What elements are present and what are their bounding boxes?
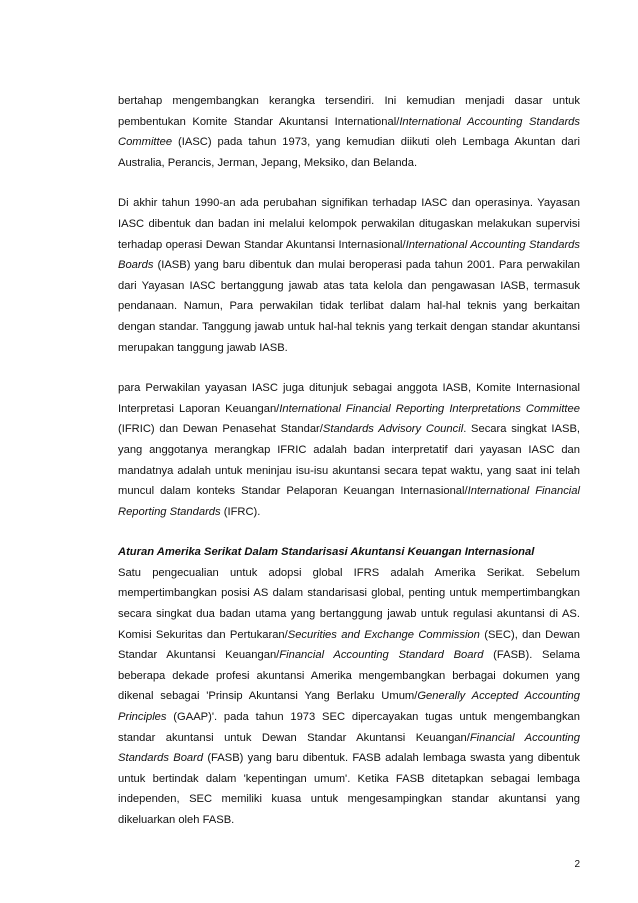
paragraph-us-standards: Satu pengecualian untuk adopsi global IFRS adalah Amerika Serikat. Sebelum mempertimbangkan posisi AS dalam standarisasi global, penting untuk mempertimbangkan secara singkat dua badan utama yang bertanggung jawab untuk regulasi akuntansi di AS. Komisi Sekuritas dan Pertukaran/Securities and Exchange Commission (SEC), dan Dewan Standar Akuntansi Keuangan/Financial Accounting Standard Board (FASB). Selama beberapa dekade profesi akuntansi Amerika mengembangkan berbagai dokumen yang dikenal sebagai 'Prinsip Akuntansi Yang Berlaku Umum/Generally Accepted Accounting Principles (GAAP)'. pada tahun 1973 SEC dipercayakan tugas untuk mengembangkan standar akuntansi untuk Dewan Standar Akuntansi Keuangan/Financial Accounting Standards Board (FASB) yang baru dibentuk. FASB adalah lembaga swasta yang dibentuk untuk bertindak dalam 'kepentingan umum'. Ketika FASB ditetapkan sebagai lembaga independen, SEC memiliki kuasa untuk mengesampingkan standar akuntansi yang dikeluarkan oleh FASB. <box>118 566 581 826</box>
paragraph-ifric: para Perwakilan yayasan IASC juga ditunjuk sebagai anggota IASB, Komite Internasional Interpretasi Laporan Keuangan/International Financial Reporting Interpretations Committee (IFRIC) dan Dewan Penasehat Standar/Standards Advisory Council. Secara singkat IASB, yang anggotanya merangkap IFRIC adalah badan interpretatif dari yayasan IASC dan mandatnya adalah untuk meninjau isu-isu akuntansi secara tepat waktu, yang saat ini telah muncul dalam konteks Standar Pelaporan Keuangan Internasional/International Financial Reporting Standards (IFRC). <box>118 382 581 518</box>
page-number: 2 <box>574 859 580 870</box>
document-page <box>118 91 580 831</box>
italic-term: International Financial Reporting Interpretations Committee <box>279 402 580 415</box>
italic-term: Generally Accepted Accounting Principles <box>118 690 581 724</box>
paragraph-iasc-formation: bertahap mengembangkan kerangka tersendiri. Ini kemudian menjadi dasar untuk pembentukan Komite Standar Akuntansi International/International Accounting Standards Committee (IASC) pada tahun 1973, yang kemudian diikuti oleh Lembaga Akuntan dari Australia, Perancis, Jerman, Jepang, Meksiko, dan Belanda. <box>118 95 580 169</box>
italic-term: International Accounting Standards Committee <box>118 115 580 149</box>
section-heading: Aturan Amerika Serikat Dalam Standarisasi Akuntansi Keuangan Internasional <box>118 546 535 559</box>
italic-term: Financial Accounting Standards Board <box>118 731 580 765</box>
paragraph-iasb-establishment: Di akhir tahun 1990-an ada perubahan signifikan terhadap IASC dan operasinya. Yayasan IASC dibentuk dan badan ini melalui kelompok perwakilan ditugaskan melakukan supervisi terhadap operasi Dewan Standar Akuntansi Internasional/International Accounting Standards Boards (IASB) yang baru dibentuk dan mulai beroperasi pada tahun 2001. Para perwakilan dari Yayasan IASC bertanggung jawab atas tata kelola dan pengawasan IASB, termasuk pendanaan. Namun, Para perwakilan tidak terlibat dalam hal-hal teknis yang berkaitan dengan standar. Tanggung jawab untuk hal-hal teknis yang terkait dengan standar akuntansi merupakan tanggung jawab IASB. <box>118 197 580 354</box>
italic-term: Financial Accounting Standard Board <box>279 649 484 662</box>
paragraph-spacer <box>118 173 580 193</box>
italic-term: International Accounting Standards Boards <box>118 238 580 272</box>
italic-term: International Financial Reporting Standards <box>118 485 580 518</box>
italic-term: Standards Advisory Council <box>322 423 464 436</box>
paragraph-spacer <box>118 522 580 542</box>
paragraph-spacer <box>118 358 580 378</box>
italic-term: Securities and Exchange Commission <box>287 628 480 641</box>
